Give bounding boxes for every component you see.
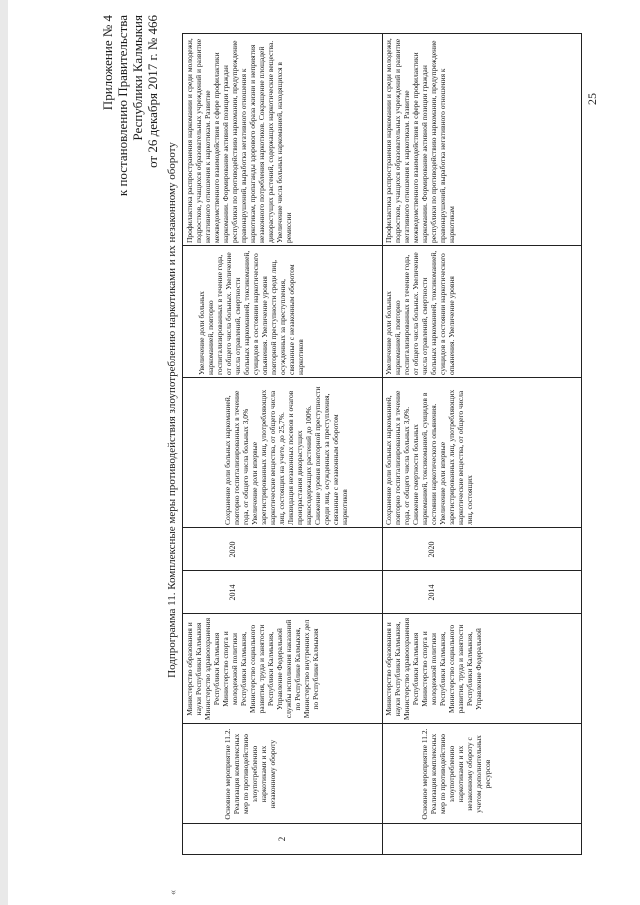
event-cell: Основное мероприятие 11.2. Реализация комплексных мер по противодействию злоупотреблению наркотиками и их незаконному обороту: [223, 728, 277, 820]
start-year-cell: 2014: [427, 584, 436, 601]
appendix-line: Приложение № 4: [100, 15, 115, 111]
end-year-cell: 2020: [427, 541, 436, 558]
row-marker: 2: [277, 836, 287, 842]
appendix-header: [100, 15, 160, 305]
start-year-cell: 2014: [228, 584, 237, 601]
event-cell: Основное мероприятие 11.2. Реализация комплексных мер по противодействию злоупотреблению наркотиками и их незаконному обороту с учетом дополнительных ресурсов: [420, 728, 492, 820]
appendix-line: Республики Калмыкия: [130, 15, 145, 141]
result-cell: Сохранение доли больных наркоманией, повторно госпитализированных в течение года, от общего числа больных 3,0%. Снижение смертности больных наркоманией, токсикоманией, суицидов в состоянии наркотического опьянения. Увеличение доли впервые зарегистрированных лиц, употребляющих наркотические вещества, от общего числа лиц, состоящих: [384, 389, 474, 525]
link-cell: Профилактика распространения наркомании и среди молодежи, подростков, учащихся образовательных учреждений и развитие негативного отношения к наркотикам. Развитие межведомственного взаимодействия в сфере профилактики наркомании. Формирование активной позиции граждан республики по противодействию наркомании, предупреждение правонарушений, выработка негативного отношения к наркотикам: [384, 38, 456, 243]
measures-table: [182, 33, 582, 855]
result-cell: Сохранение доли больных наркоманией, повторно госпитализированных в течение года, от общего числа больных 3,0% Увеличение доли впервые зарегистрированных лиц, употребляющих наркотические вещества, от общего числа лиц, состоящих на учете, до 25,7%. Ликвидация незаконных посевов и очагов произрастания дикорастущих наркосодержащих растений до 100%. Снижение уровня повторной преступности среди лиц, осужденных за преступления, связанные с незаконным оборотом наркотиков: [223, 386, 349, 525]
table-title: Подпрограмма 11. Комплексные меры противодействия злоупотреблению наркотиками и их незаконному обороту: [166, 142, 178, 678]
executors-cell: Министерство образования и науки Республики Калмыкия, Министерство здравоохранения Республики Калмыкия Министерство спорта и молодежной политики Республики Калмыкия, Министерство социального развития, труда и занятости Республики Калмыкия, Управление Федеральной: [384, 617, 483, 721]
executors-cell: Министерство образования и науки Республики Калмыкия Министерство здравоохранения Республики Калмыкия Министерство спорта и молодежной политики Республики Калмыкия, Министерство социального развития, труда и занятости Республики Калмыкия, Управление Федеральной службы исполнения наказаний по Республике Калмыкия, Министерство внутренних дел по Республике Калмыкия: [185, 617, 320, 721]
page-number: 25: [585, 93, 599, 105]
link-cell: Профилактика распространения наркомании и среди молодежи, подростков, учащихся образовательных учреждений и развитие негативного отношения к наркотикам. Развитие межведомственного взаимодействия в сфере профилактики наркомании. Формирование активной позиции граждан республики по противодействию наркомании, предупреждение правонарушений, выработка негативного отношения к наркотикам, пропаганды здорового образа жизни и неприятия незаконного потребления наркотиков. Сокращение площадей дикорастущих растений, содержащих наркотические вещества. Увеличение числа больных наркоманией, находящихся в ремиссии: [185, 38, 293, 243]
corner-mark: «: [168, 890, 179, 895]
consequences-cell: Увеличение доли больных наркоманией, повторно госпитализированных в течение года, от общего числа больных. Увеличение числа отравлений, смертности больных наркоманией, токсикоманией, суицидов в состоянии наркотического опьянения. Увеличение уровня: [384, 250, 456, 375]
appendix-line: к постановлению Правительства: [115, 15, 130, 197]
appendix-line: от 26 декабря 2017 г. № 466: [145, 15, 160, 168]
end-year-cell: 2020: [228, 541, 237, 558]
consequences-cell: Увеличение доли больных наркоманией, повторно госпитализированных в течение года, от общего числа больных. Увеличение числа отравлений, смертности больных наркоманией, токсикоманией, суицидов в состоянии наркотического опьянения. Увеличение уровня повторной преступности среди лиц, осужденных за преступления, связанные с незаконным оборотом наркотиков: [197, 250, 305, 375]
